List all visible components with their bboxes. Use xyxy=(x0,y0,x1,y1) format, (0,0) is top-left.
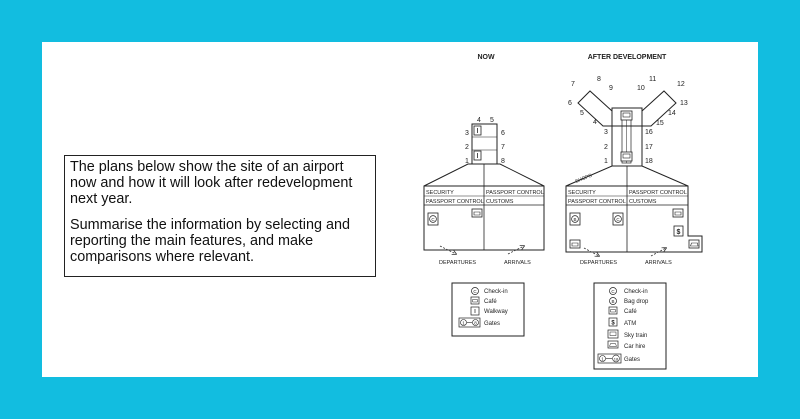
area-label: PASSPORT CONTROL xyxy=(486,190,544,196)
area-label: SECURITY xyxy=(426,190,454,196)
gate-number: 13 xyxy=(680,100,688,107)
gate-number: 11 xyxy=(649,76,657,83)
now-pier xyxy=(472,124,497,164)
svg-text:C: C xyxy=(431,217,435,222)
legend-label: Check-in xyxy=(624,289,648,295)
svg-text:C: C xyxy=(473,289,477,294)
departures-label: DEPARTURES xyxy=(580,260,618,266)
gate-number: 4 xyxy=(593,119,597,126)
gate-number: 1 xyxy=(465,158,469,165)
legend-label: Car hire xyxy=(624,344,646,350)
gate-number: 2 xyxy=(465,144,469,151)
atm-icon xyxy=(674,226,683,236)
gate-number: 6 xyxy=(501,130,505,137)
prompt-paragraph-2: Summarise the information by selecting and reporting the main features, and make comparisons where relevant. xyxy=(70,217,350,265)
arrivals-label: ARRIVALS xyxy=(645,260,672,266)
car-hire-icon xyxy=(689,240,699,248)
svg-text:8: 8 xyxy=(474,320,477,326)
gate-number: 5 xyxy=(490,117,494,124)
legend-label: Check-in xyxy=(484,289,508,295)
legend-label: Walkway xyxy=(484,309,508,315)
gate-number: 14 xyxy=(668,110,676,117)
now-title: NOW xyxy=(477,54,495,61)
svg-text:1: 1 xyxy=(462,320,465,326)
area-label: CUSTOMS xyxy=(486,199,514,205)
gate-number: 18 xyxy=(645,158,653,165)
sky-train-icon xyxy=(621,111,632,120)
gate-number: 7 xyxy=(571,81,575,88)
svg-text:C: C xyxy=(611,289,615,294)
after-plan xyxy=(566,54,702,369)
after-legend xyxy=(594,283,666,369)
gate-number: 12 xyxy=(677,81,685,88)
gate-number: 1 xyxy=(604,158,608,165)
legend-label: Café xyxy=(484,299,497,305)
svg-text:B: B xyxy=(611,299,615,304)
walkway-icon xyxy=(474,151,481,160)
gate-number: 8 xyxy=(597,76,601,83)
legend-label: Café xyxy=(624,309,637,315)
now-legend xyxy=(452,283,524,336)
legend-label: ATM xyxy=(624,321,637,327)
legend-label: Gates xyxy=(624,357,641,363)
svg-text:1: 1 xyxy=(601,356,604,362)
area-label: SECURITY xyxy=(568,190,596,196)
gate-number: 3 xyxy=(604,129,608,136)
area-label: PASSPORT CONTROL xyxy=(426,199,484,205)
gate-number: 17 xyxy=(645,144,653,151)
gate-number: 4 xyxy=(477,117,481,124)
gate-number: 2 xyxy=(604,144,608,151)
gate-number: 10 xyxy=(637,85,645,92)
gate-number: 8 xyxy=(501,158,505,165)
cafe-icon xyxy=(570,240,580,248)
svg-text:C: C xyxy=(616,217,620,222)
now-plan xyxy=(424,54,544,336)
gate-number: 5 xyxy=(580,110,584,117)
gate-number: 6 xyxy=(568,100,572,107)
area-label: CUSTOMS xyxy=(629,199,657,205)
svg-text:$: $ xyxy=(611,320,615,327)
svg-text:B: B xyxy=(573,217,577,222)
svg-text:18: 18 xyxy=(613,356,619,362)
legend-label: Gates xyxy=(484,321,501,327)
legend-label: Sky train xyxy=(624,333,648,339)
check-in-icon xyxy=(613,213,623,225)
bag-drop-icon xyxy=(570,213,580,225)
after-title: AFTER DEVELOPMENT xyxy=(587,54,667,61)
cafe-icon xyxy=(673,209,683,217)
departures-label: DEPARTURES xyxy=(439,260,477,266)
svg-text:$: $ xyxy=(676,229,681,236)
gate-number: 15 xyxy=(656,120,664,127)
walkway-icon xyxy=(474,126,481,135)
sky-train-icon xyxy=(621,152,632,161)
area-label: PASSPORT CONTROL xyxy=(629,190,687,196)
gate-number: 7 xyxy=(501,144,505,151)
gate-number: 16 xyxy=(645,129,653,136)
arrivals-label: ARRIVALS xyxy=(504,260,531,266)
prompt-paragraph-1: The plans below show the site of an airport now and how it will look after redevelopment next year. xyxy=(70,159,353,207)
cafe-icon xyxy=(472,209,482,217)
shops-label: SHOPS xyxy=(574,172,593,185)
check-in-icon xyxy=(428,213,438,225)
area-label: PASSPORT CONTROL xyxy=(568,199,626,205)
legend-label: Bag drop xyxy=(624,299,649,305)
gate-number: 9 xyxy=(609,85,613,92)
gate-number: 3 xyxy=(465,130,469,137)
